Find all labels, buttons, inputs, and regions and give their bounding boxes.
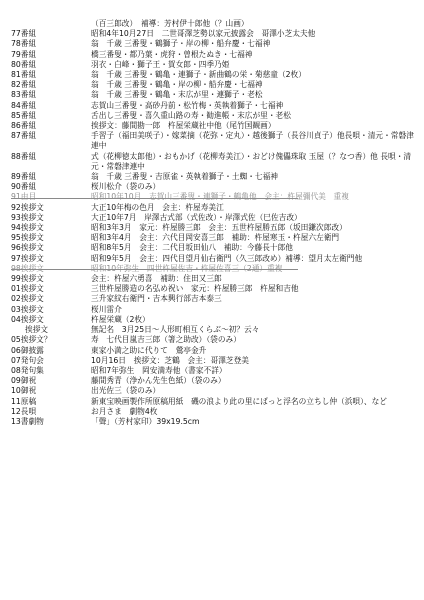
item-number: 01挨拶文 <box>11 284 44 294</box>
item-number: 79番組 <box>11 49 37 59</box>
item-text: 桜川松介（袋のみ） <box>91 182 161 192</box>
item-text: 無記名 3月25日～人形町相互くらぶ～初？云々 <box>91 325 260 335</box>
list-item <box>11 243 418 253</box>
list-item <box>11 335 418 345</box>
list-item-struck <box>11 264 418 274</box>
item-text: 桜川雷介 <box>91 304 122 314</box>
item-number: 86番組 <box>11 121 37 131</box>
list-item <box>11 223 418 233</box>
item-text: 昭和10年10月 志賀山三番叟・連獅子・鶴亀他 会主：杵屋彌代美 重複 <box>91 192 349 202</box>
item-text: 昭和9年5月 会主：四代目望月仙右衛門（久三郎改め）補導：望月太左衛門他 <box>91 253 363 263</box>
item-number: 04挨拶文 <box>11 314 44 324</box>
item-text: （百三郎改） 補導：芳村伊十郎他（？山画） <box>91 19 249 28</box>
item-text: 挨拶文：藤間勘一郎 杵屋栄蔵社中他（尾竹国観画） <box>91 121 276 131</box>
item-text: 式（花柳徳太郎他）・おもかげ（花柳寿美江）・おどけ傀儡珠取 玉屋（？なつ香）他 長唄・清元・常磐津連中 <box>91 151 412 171</box>
item-number: 87番組 <box>11 131 37 141</box>
item-text: 藤間秀青（浄かん先生色紙）（袋のみ） <box>91 376 226 386</box>
item-number: 11原稿 <box>11 396 37 406</box>
item-number: 98挨拶文 <box>11 263 44 273</box>
list-item <box>11 274 418 284</box>
item-number: 92挨拶文 <box>11 202 44 212</box>
list-item <box>11 19 418 29</box>
list-item <box>11 29 418 39</box>
list-item <box>11 213 418 223</box>
list-item <box>11 305 418 315</box>
item-text: お月さま 劇物4枚 <box>91 406 158 416</box>
item-number: 06御披露 <box>11 345 44 355</box>
item-number: 10御祝 <box>11 386 37 396</box>
item-text: 翁 千歳 三番叟・吉原雀・英執着獅子・土蜘・七福神 <box>91 172 278 182</box>
list-item <box>11 152 418 172</box>
list-item <box>11 60 418 70</box>
list-item <box>11 111 418 121</box>
item-number: 99挨拶文 <box>11 274 44 284</box>
item-text: 昭和7年弥生 岡安満寿他（書家不詳） <box>91 365 227 375</box>
item-number: 93挨拶文 <box>11 212 44 222</box>
item-number: 77番組 <box>11 29 37 39</box>
list-item <box>11 90 418 100</box>
item-number: 85番組 <box>11 110 37 120</box>
item-number: 89番組 <box>11 172 37 182</box>
list-item <box>11 121 418 131</box>
item-number: 82番組 <box>11 80 37 90</box>
item-text: 東家小満之助に代りて 鶯亭金升 <box>91 345 207 355</box>
item-number: 12長唄 <box>11 406 37 416</box>
list-item <box>11 203 418 213</box>
item-number: 95挨拶文 <box>11 233 44 243</box>
item-text: 10月16日 挨拶文：芝鶴 会主：哥澤芝登美 <box>91 355 249 365</box>
list-item <box>11 407 418 417</box>
item-text: 杵屋栄蔵（2枚） <box>91 314 150 324</box>
list-item <box>11 70 418 80</box>
list-item <box>11 233 418 243</box>
item-text: 昭和4年10月27日 二世哥澤芝勢以家元披露会 哥澤小芝太夫他 <box>91 29 316 39</box>
item-text: 寿 七代目嵐吉三郎（箸之助改）（袋のみ） <box>91 335 241 345</box>
list-item <box>11 346 418 356</box>
item-number: 09御祝 <box>11 376 37 386</box>
item-number: 05挨拶文？ <box>11 335 52 345</box>
item-number: 97挨拶文 <box>11 253 44 263</box>
item-number: 07発句会 <box>11 355 44 365</box>
item-text: 三世杵屋勝造の名弘め祝い 家元：杵屋勝三郎 杵屋和吉他 <box>91 284 299 294</box>
list-item <box>11 376 418 386</box>
item-text: 翁 千歳 三番叟・鶴亀・連獅子・新曲鶴の栄・菊慈童（2枚） <box>91 70 306 80</box>
item-text: 会主：杵屋六勇喜 補助：住田又三郎 <box>91 274 222 284</box>
item-number: 94挨拶文 <box>11 223 44 233</box>
list-item <box>11 50 418 60</box>
item-number: 81番組 <box>11 70 37 80</box>
item-text: 昭和3年3月 家元：杵屋勝三郎 会主：五世杵屋勝五郎（坂田鎌次郎改） <box>91 223 347 233</box>
list-item <box>11 182 418 192</box>
item-number: 78番組 <box>11 39 37 49</box>
list-item <box>11 397 418 407</box>
list-item <box>11 356 418 366</box>
item-number: 84番組 <box>11 100 37 110</box>
list-item <box>11 366 418 376</box>
item-text: 昭和3年4月 会主：六代目岡安喜三郎 補助：杵屋寒玉・杵屋六左衛門 <box>91 233 340 243</box>
item-text: 舌出し三番叟・喜久重山路の寿・勧進帳・末広が里・老松 <box>91 110 291 120</box>
list-item <box>11 417 418 427</box>
item-text: 羽衣・白峰・獅子王・賀女郎・四季乃姫 <box>91 59 230 69</box>
list-item <box>11 101 418 111</box>
list-item <box>11 284 418 294</box>
item-text: 昭和10年弥生 四世杵屋佐吉・杵屋佐喜三（2通）重複 <box>91 263 283 273</box>
item-text: 三升家紋右衛門・吉本興行部吉本泰三 <box>91 294 222 304</box>
list-item <box>11 294 418 304</box>
item-number: 挨拶文 <box>25 325 49 335</box>
list-item <box>11 254 418 264</box>
item-text: 翁 千歳 三番叟・鶴亀・岸の柳・船弁慶・七福神 <box>91 80 263 90</box>
item-text: 大正10年梅の色月 会主：杵屋寿美江 <box>91 202 224 212</box>
list-item <box>11 131 418 151</box>
item-text: 「聲」（芳村家印）39x19.5cm <box>91 416 200 426</box>
item-number: 02挨拶文 <box>11 294 44 304</box>
list-item <box>11 386 418 396</box>
item-text: 出光佐三（袋のみ） <box>91 386 161 396</box>
item-number: 88番組 <box>11 151 37 161</box>
item-number: 91由目 <box>11 192 37 202</box>
item-number: 83番組 <box>11 90 37 100</box>
item-text: 昭和8年5月 会主：二代目坂田仙八 補助：今藤長十郎他 <box>91 243 293 253</box>
item-text: 大正10年7月 岸澤古式部（式佐改）・岸澤式佐（巳佐吉改） <box>91 212 302 222</box>
list-item <box>11 325 418 335</box>
list-item <box>11 315 418 325</box>
item-number: 96挨拶文 <box>11 243 44 253</box>
list-item <box>11 39 418 49</box>
item-number: 80番組 <box>11 59 37 69</box>
item-number: 13書劇物 <box>11 416 44 426</box>
item-number: 08発句集 <box>11 365 44 375</box>
item-number: 90番組 <box>11 182 37 192</box>
item-text: 新東宝映画製作所原稿用紙 磯の浪より此の里にばっと浮名の立ちし仲（浜唄）、など <box>91 396 387 406</box>
item-text: 志賀山三番叟・高砂丹前・松竹梅・英執着獅子・七福神 <box>91 100 284 110</box>
list-item <box>11 80 418 90</box>
item-text: 手習子（福田美咲子）・嫁菜摘（花弥・定丸）・越後獅子（長谷川貞子）他長唄・清元・常磐津連中 <box>91 131 414 151</box>
list-item-struck <box>11 192 418 202</box>
item-number: 03挨拶文 <box>11 304 44 314</box>
item-text: 翁 千歳 三番叟・鶴亀・末広が里・連獅子・老松 <box>91 90 263 100</box>
list-item <box>11 172 418 182</box>
item-text: 橋三番叟・都乃葉・虎狩・曽根たぬき・七福神 <box>91 49 253 59</box>
item-text: 翁 千歳 三番叟・鶴獅子・岸の柳・船弁慶・七福神 <box>91 39 271 49</box>
